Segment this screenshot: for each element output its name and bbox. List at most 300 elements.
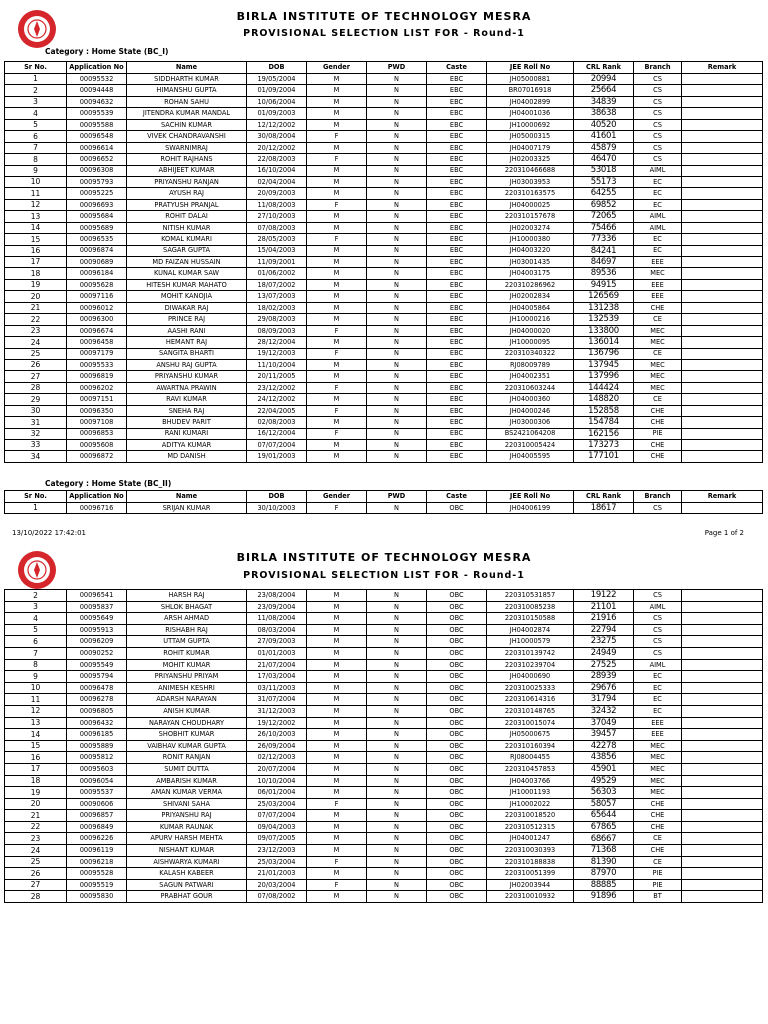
cell-application-no: 00095913: [67, 624, 127, 636]
cell-jee-roll-no: RJ08009789: [487, 359, 574, 370]
cell-branch: CS: [634, 624, 682, 636]
cell-application-no: 00096478: [67, 682, 127, 694]
cell-caste: OBC: [427, 879, 487, 891]
cell-sr-no: 6: [5, 131, 67, 142]
cell-branch: CS: [634, 74, 682, 85]
cell-pwd: N: [367, 337, 427, 348]
cell-application-no: 00095588: [67, 119, 127, 130]
cell-jee-roll-no: JH04003220: [487, 245, 574, 256]
cell-caste: EBC: [427, 348, 487, 359]
cell-crl-rank: 131238: [574, 302, 634, 313]
cell-remark: [682, 188, 763, 199]
cell-jee-roll-no: JH04002351: [487, 371, 574, 382]
table-header: [5, 62, 763, 74]
cell-dob: 06/01/2004: [247, 787, 307, 799]
cell-application-no: 00095689: [67, 222, 127, 233]
cell-branch: PIE: [634, 428, 682, 439]
cell-caste: EBC: [427, 176, 487, 187]
cell-caste: OBC: [427, 705, 487, 717]
cell-pwd: N: [367, 291, 427, 302]
table-row: [5, 451, 763, 462]
cell-pwd: N: [367, 165, 427, 176]
cell-crl-rank: 132539: [574, 314, 634, 325]
cell-gender: M: [307, 845, 367, 857]
cell-caste: EBC: [427, 165, 487, 176]
cell-branch: CHE: [634, 798, 682, 810]
table-row: [5, 302, 763, 313]
table-row: [5, 268, 763, 279]
cell-name: UTTAM GUPTA: [127, 636, 247, 648]
cell-name: SAGAR GUPTA: [127, 245, 247, 256]
cell-application-no: 00096872: [67, 451, 127, 462]
cell-crl-rank: 21101: [574, 601, 634, 613]
cell-crl-rank: 65644: [574, 810, 634, 822]
cell-sr-no: 19: [5, 279, 67, 290]
cell-sr-no: 15: [5, 234, 67, 245]
cell-remark: [682, 165, 763, 176]
cell-name: SHOBHIT KUMAR: [127, 729, 247, 741]
cell-dob: 15/04/2003: [247, 245, 307, 256]
cell-gender: M: [307, 671, 367, 683]
cell-crl-rank: 137996: [574, 371, 634, 382]
cell-application-no: 00096458: [67, 337, 127, 348]
table-row: [5, 729, 763, 741]
cell-crl-rank: 42278: [574, 740, 634, 752]
cell-crl-rank: 58057: [574, 798, 634, 810]
cell-pwd: N: [367, 382, 427, 393]
cell-sr-no: 2: [5, 85, 67, 96]
cell-branch: MEC: [634, 382, 682, 393]
column-header-remark: Remark: [682, 491, 763, 503]
cell-crl-rank: 49529: [574, 775, 634, 787]
table-row: [5, 879, 763, 891]
cell-branch: MEC: [634, 752, 682, 764]
cell-jee-roll-no: 220310466688: [487, 165, 574, 176]
cell-gender: M: [307, 717, 367, 729]
cell-name: MD DANISH: [127, 451, 247, 462]
cell-jee-roll-no: JH04002874: [487, 624, 574, 636]
cell-crl-rank: 91896: [574, 891, 634, 903]
cell-sr-no: 25: [5, 348, 67, 359]
cell-application-no: 00095533: [67, 359, 127, 370]
cell-gender: M: [307, 613, 367, 625]
selection-table-bc1: [4, 61, 763, 463]
cell-pwd: N: [367, 245, 427, 256]
cell-crl-rank: 20994: [574, 74, 634, 85]
cell-name: ADARSH NARAYAN: [127, 694, 247, 706]
cell-caste: OBC: [427, 647, 487, 659]
table-row: [5, 154, 763, 165]
table-row: [5, 222, 763, 233]
cell-jee-roll-no: JH04006199: [487, 503, 574, 514]
column-header-sr-no: Sr No.: [5, 62, 67, 74]
cell-crl-rank: 144424: [574, 382, 634, 393]
cell-jee-roll-no: JH04000246: [487, 405, 574, 416]
cell-caste: OBC: [427, 845, 487, 857]
cell-caste: EBC: [427, 234, 487, 245]
cell-dob: 22/04/2005: [247, 405, 307, 416]
cell-sr-no: 2: [5, 590, 67, 602]
cell-branch: EEE: [634, 279, 682, 290]
cell-crl-rank: 53018: [574, 165, 634, 176]
cell-branch: CS: [634, 119, 682, 130]
cell-caste: OBC: [427, 821, 487, 833]
cell-application-no: 00096874: [67, 245, 127, 256]
cell-remark: [682, 636, 763, 648]
cell-gender: M: [307, 74, 367, 85]
cell-remark: [682, 624, 763, 636]
cell-remark: [682, 371, 763, 382]
cell-application-no: 00095684: [67, 211, 127, 222]
cell-dob: 16/12/2004: [247, 428, 307, 439]
cell-jee-roll-no: 220310188838: [487, 856, 574, 868]
cell-gender: M: [307, 694, 367, 706]
cell-remark: [682, 729, 763, 741]
cell-pwd: N: [367, 868, 427, 880]
cell-caste: EBC: [427, 314, 487, 325]
table-row: [5, 503, 763, 514]
cell-name: PRINCE RAJ: [127, 314, 247, 325]
cell-name: APURV HARSH MEHTA: [127, 833, 247, 845]
column-header-sr-no: Sr No.: [5, 491, 67, 503]
table-row: [5, 659, 763, 671]
cell-name: SWARNIMRAJ: [127, 142, 247, 153]
cell-jee-roll-no: 220310005424: [487, 440, 574, 451]
table-row: [5, 176, 763, 187]
cell-name: SANGITA BHARTI: [127, 348, 247, 359]
cell-sr-no: 8: [5, 154, 67, 165]
cell-branch: AIML: [634, 165, 682, 176]
cell-branch: CHE: [634, 451, 682, 462]
cell-remark: [682, 752, 763, 764]
cell-application-no: 00095528: [67, 868, 127, 880]
cell-jee-roll-no: JH10000579: [487, 636, 574, 648]
table-row: [5, 142, 763, 153]
table-row: [5, 96, 763, 107]
cell-remark: [682, 440, 763, 451]
cell-sr-no: 33: [5, 440, 67, 451]
cell-pwd: N: [367, 394, 427, 405]
cell-name: RAVI KUMAR: [127, 394, 247, 405]
cell-branch: MEC: [634, 325, 682, 336]
cell-remark: [682, 279, 763, 290]
cell-sr-no: 11: [5, 694, 67, 706]
cell-sr-no: 8: [5, 659, 67, 671]
cell-branch: CS: [634, 503, 682, 514]
cell-dob: 23/08/2004: [247, 590, 307, 602]
cell-jee-roll-no: JH10002022: [487, 798, 574, 810]
cell-jee-roll-no: JH10000216: [487, 314, 574, 325]
cell-name: JITENDRA KUMAR MANDAL: [127, 108, 247, 119]
table-row: [5, 199, 763, 210]
cell-branch: CHE: [634, 417, 682, 428]
cell-application-no: 00097151: [67, 394, 127, 405]
cell-branch: EC: [634, 245, 682, 256]
cell-branch: PIE: [634, 879, 682, 891]
cell-caste: OBC: [427, 810, 487, 822]
cell-remark: [682, 119, 763, 130]
cell-remark: [682, 405, 763, 416]
cell-remark: [682, 245, 763, 256]
cell-crl-rank: 84697: [574, 257, 634, 268]
cell-jee-roll-no: JH04001036: [487, 108, 574, 119]
cell-remark: [682, 856, 763, 868]
cell-remark: [682, 705, 763, 717]
cell-application-no: 00094632: [67, 96, 127, 107]
category-heading-bc2: Category : Home State (BC_II): [45, 479, 172, 488]
cell-application-no: 00094448: [67, 85, 127, 96]
cell-remark: [682, 291, 763, 302]
cell-name: AMBARISH KUMAR: [127, 775, 247, 787]
cell-branch: AIML: [634, 222, 682, 233]
cell-application-no: 00096119: [67, 845, 127, 857]
cell-pwd: N: [367, 428, 427, 439]
cell-dob: 31/07/2004: [247, 694, 307, 706]
cell-jee-roll-no: JH02003325: [487, 154, 574, 165]
table-row: [5, 314, 763, 325]
cell-name: VIVEK CHANDRAVANSHI: [127, 131, 247, 142]
cell-dob: 19/05/2004: [247, 74, 307, 85]
cell-branch: EC: [634, 176, 682, 187]
cell-crl-rank: 136796: [574, 348, 634, 359]
cell-jee-roll-no: 220310157678: [487, 211, 574, 222]
cell-branch: CS: [634, 636, 682, 648]
cell-pwd: N: [367, 659, 427, 671]
cell-pwd: N: [367, 729, 427, 741]
cell-remark: [682, 337, 763, 348]
cell-pwd: N: [367, 787, 427, 799]
cell-pwd: N: [367, 810, 427, 822]
cell-jee-roll-no: 220310457853: [487, 763, 574, 775]
cell-dob: 22/08/2003: [247, 154, 307, 165]
cell-gender: M: [307, 394, 367, 405]
cell-branch: MEC: [634, 268, 682, 279]
cell-gender: M: [307, 659, 367, 671]
cell-application-no: 00096857: [67, 810, 127, 822]
cell-name: SHLOK BHAGAT: [127, 601, 247, 613]
table-row: [5, 601, 763, 613]
cell-crl-rank: 162156: [574, 428, 634, 439]
cell-sr-no: 7: [5, 142, 67, 153]
cell-pwd: N: [367, 268, 427, 279]
cell-dob: 30/08/2004: [247, 131, 307, 142]
cell-sr-no: 19: [5, 787, 67, 799]
cell-caste: EBC: [427, 359, 487, 370]
cell-sr-no: 20: [5, 798, 67, 810]
cell-gender: M: [307, 787, 367, 799]
cell-jee-roll-no: RJ08004455: [487, 752, 574, 764]
column-header-jee-roll-no: JEE Roll No: [487, 491, 574, 503]
cell-dob: 10/10/2004: [247, 775, 307, 787]
cell-caste: OBC: [427, 682, 487, 694]
cell-sr-no: 9: [5, 671, 67, 683]
table-row: [5, 291, 763, 302]
cell-application-no: 00096226: [67, 833, 127, 845]
cell-name: ANIMESH KESHRI: [127, 682, 247, 694]
cell-pwd: N: [367, 613, 427, 625]
cell-crl-rank: 94915: [574, 279, 634, 290]
cell-crl-rank: 21916: [574, 613, 634, 625]
cell-name: VAIBHAV KUMAR GUPTA: [127, 740, 247, 752]
column-header-pwd: PWD: [367, 491, 427, 503]
cell-application-no: 00097179: [67, 348, 127, 359]
cell-sr-no: 31: [5, 417, 67, 428]
cell-application-no: 00095837: [67, 601, 127, 613]
cell-jee-roll-no: JH10000380: [487, 234, 574, 245]
cell-jee-roll-no: 220310139742: [487, 647, 574, 659]
cell-pwd: N: [367, 845, 427, 857]
column-header-gender: Gender: [307, 62, 367, 74]
cell-gender: F: [307, 798, 367, 810]
cell-branch: MEC: [634, 775, 682, 787]
cell-sr-no: 17: [5, 763, 67, 775]
cell-crl-rank: 77336: [574, 234, 634, 245]
cell-crl-rank: 40520: [574, 119, 634, 130]
cell-gender: F: [307, 405, 367, 416]
table-row: [5, 257, 763, 268]
cell-jee-roll-no: JH04003766: [487, 775, 574, 787]
cell-gender: M: [307, 763, 367, 775]
cell-caste: EBC: [427, 85, 487, 96]
cell-dob: 17/03/2004: [247, 671, 307, 683]
cell-branch: CS: [634, 131, 682, 142]
table-row: [5, 810, 763, 822]
cell-name: PRIYANSHU KUMAR: [127, 371, 247, 382]
cell-application-no: 00096209: [67, 636, 127, 648]
table-row: [5, 279, 763, 290]
cell-name: NITISH KUMAR: [127, 222, 247, 233]
selection-table-page2: [4, 589, 763, 903]
cell-branch: EC: [634, 234, 682, 245]
cell-dob: 10/06/2004: [247, 96, 307, 107]
cell-caste: EBC: [427, 222, 487, 233]
cell-sr-no: 22: [5, 314, 67, 325]
cell-name: HITESH KUMAR MAHATO: [127, 279, 247, 290]
cell-application-no: 00096202: [67, 382, 127, 393]
cell-pwd: N: [367, 694, 427, 706]
cell-pwd: N: [367, 601, 427, 613]
cell-application-no: 00096278: [67, 694, 127, 706]
cell-dob: 08/09/2003: [247, 325, 307, 336]
cell-caste: OBC: [427, 613, 487, 625]
cell-name: ANSHU RAJ GUPTA: [127, 359, 247, 370]
cell-sr-no: 18: [5, 268, 67, 279]
cell-dob: 11/10/2004: [247, 359, 307, 370]
cell-crl-rank: 22794: [574, 624, 634, 636]
table-row: [5, 108, 763, 119]
cell-dob: 19/12/2003: [247, 348, 307, 359]
cell-caste: OBC: [427, 775, 487, 787]
cell-name: ROHAN SAHU: [127, 96, 247, 107]
cell-caste: OBC: [427, 833, 487, 845]
cell-gender: M: [307, 291, 367, 302]
cell-branch: AIML: [634, 601, 682, 613]
cell-sr-no: 14: [5, 222, 67, 233]
cell-pwd: N: [367, 821, 427, 833]
cell-branch: MEC: [634, 359, 682, 370]
cell-dob: 24/12/2002: [247, 394, 307, 405]
cell-application-no: 00095225: [67, 188, 127, 199]
cell-pwd: N: [367, 314, 427, 325]
table-row: [5, 165, 763, 176]
cell-pwd: N: [367, 279, 427, 290]
cell-sr-no: 32: [5, 428, 67, 439]
cell-application-no: 00095537: [67, 787, 127, 799]
cell-branch: CHE: [634, 302, 682, 313]
cell-remark: [682, 682, 763, 694]
cell-remark: [682, 671, 763, 683]
cell-application-no: 00090606: [67, 798, 127, 810]
cell-jee-roll-no: JH05000315: [487, 131, 574, 142]
table-row: [5, 682, 763, 694]
table-row: [5, 856, 763, 868]
cell-application-no: 00096548: [67, 131, 127, 142]
cell-application-no: 00095519: [67, 879, 127, 891]
cell-remark: [682, 348, 763, 359]
cell-crl-rank: 64255: [574, 188, 634, 199]
cell-branch: EEE: [634, 717, 682, 729]
cell-dob: 19/12/2002: [247, 717, 307, 729]
cell-name: SACHIN KUMAR: [127, 119, 247, 130]
cell-branch: CS: [634, 647, 682, 659]
cell-sr-no: 4: [5, 613, 67, 625]
cell-name: HIMANSHU GUPTA: [127, 85, 247, 96]
cell-caste: EBC: [427, 142, 487, 153]
cell-jee-roll-no: 220310286962: [487, 279, 574, 290]
cell-name: SIDDHARTH KUMAR: [127, 74, 247, 85]
cell-application-no: 00096184: [67, 268, 127, 279]
cell-gender: M: [307, 165, 367, 176]
cell-application-no: 00096853: [67, 428, 127, 439]
cell-pwd: N: [367, 417, 427, 428]
cell-dob: 21/07/2004: [247, 659, 307, 671]
column-header-jee-roll-no: JEE Roll No: [487, 62, 574, 74]
cell-name: RANI KUMARI: [127, 428, 247, 439]
cell-gender: F: [307, 154, 367, 165]
table-row: [5, 131, 763, 142]
cell-remark: [682, 601, 763, 613]
cell-branch: CS: [634, 108, 682, 119]
cell-dob: 07/08/2003: [247, 222, 307, 233]
cell-crl-rank: 34839: [574, 96, 634, 107]
table-row: [5, 74, 763, 85]
cell-name: AYUSH RAJ: [127, 188, 247, 199]
cell-dob: 20/11/2005: [247, 371, 307, 382]
cell-dob: 09/07/2005: [247, 833, 307, 845]
cell-branch: AIML: [634, 659, 682, 671]
cell-name: AASHI RANI: [127, 325, 247, 336]
cell-dob: 26/09/2004: [247, 740, 307, 752]
cell-pwd: N: [367, 234, 427, 245]
cell-jee-roll-no: JH10000095: [487, 337, 574, 348]
cell-sr-no: 26: [5, 359, 67, 370]
cell-jee-roll-no: 220310239704: [487, 659, 574, 671]
cell-gender: M: [307, 85, 367, 96]
cell-gender: M: [307, 359, 367, 370]
cell-caste: OBC: [427, 752, 487, 764]
cell-sr-no: 10: [5, 682, 67, 694]
cell-sr-no: 17: [5, 257, 67, 268]
cell-sr-no: 23: [5, 833, 67, 845]
cell-dob: 25/03/2004: [247, 798, 307, 810]
cell-caste: EBC: [427, 131, 487, 142]
cell-crl-rank: 69852: [574, 199, 634, 210]
cell-jee-roll-no: 220310051399: [487, 868, 574, 880]
cell-name: HEMANT RAJ: [127, 337, 247, 348]
cell-gender: M: [307, 257, 367, 268]
cell-remark: [682, 868, 763, 880]
table-row: [5, 188, 763, 199]
